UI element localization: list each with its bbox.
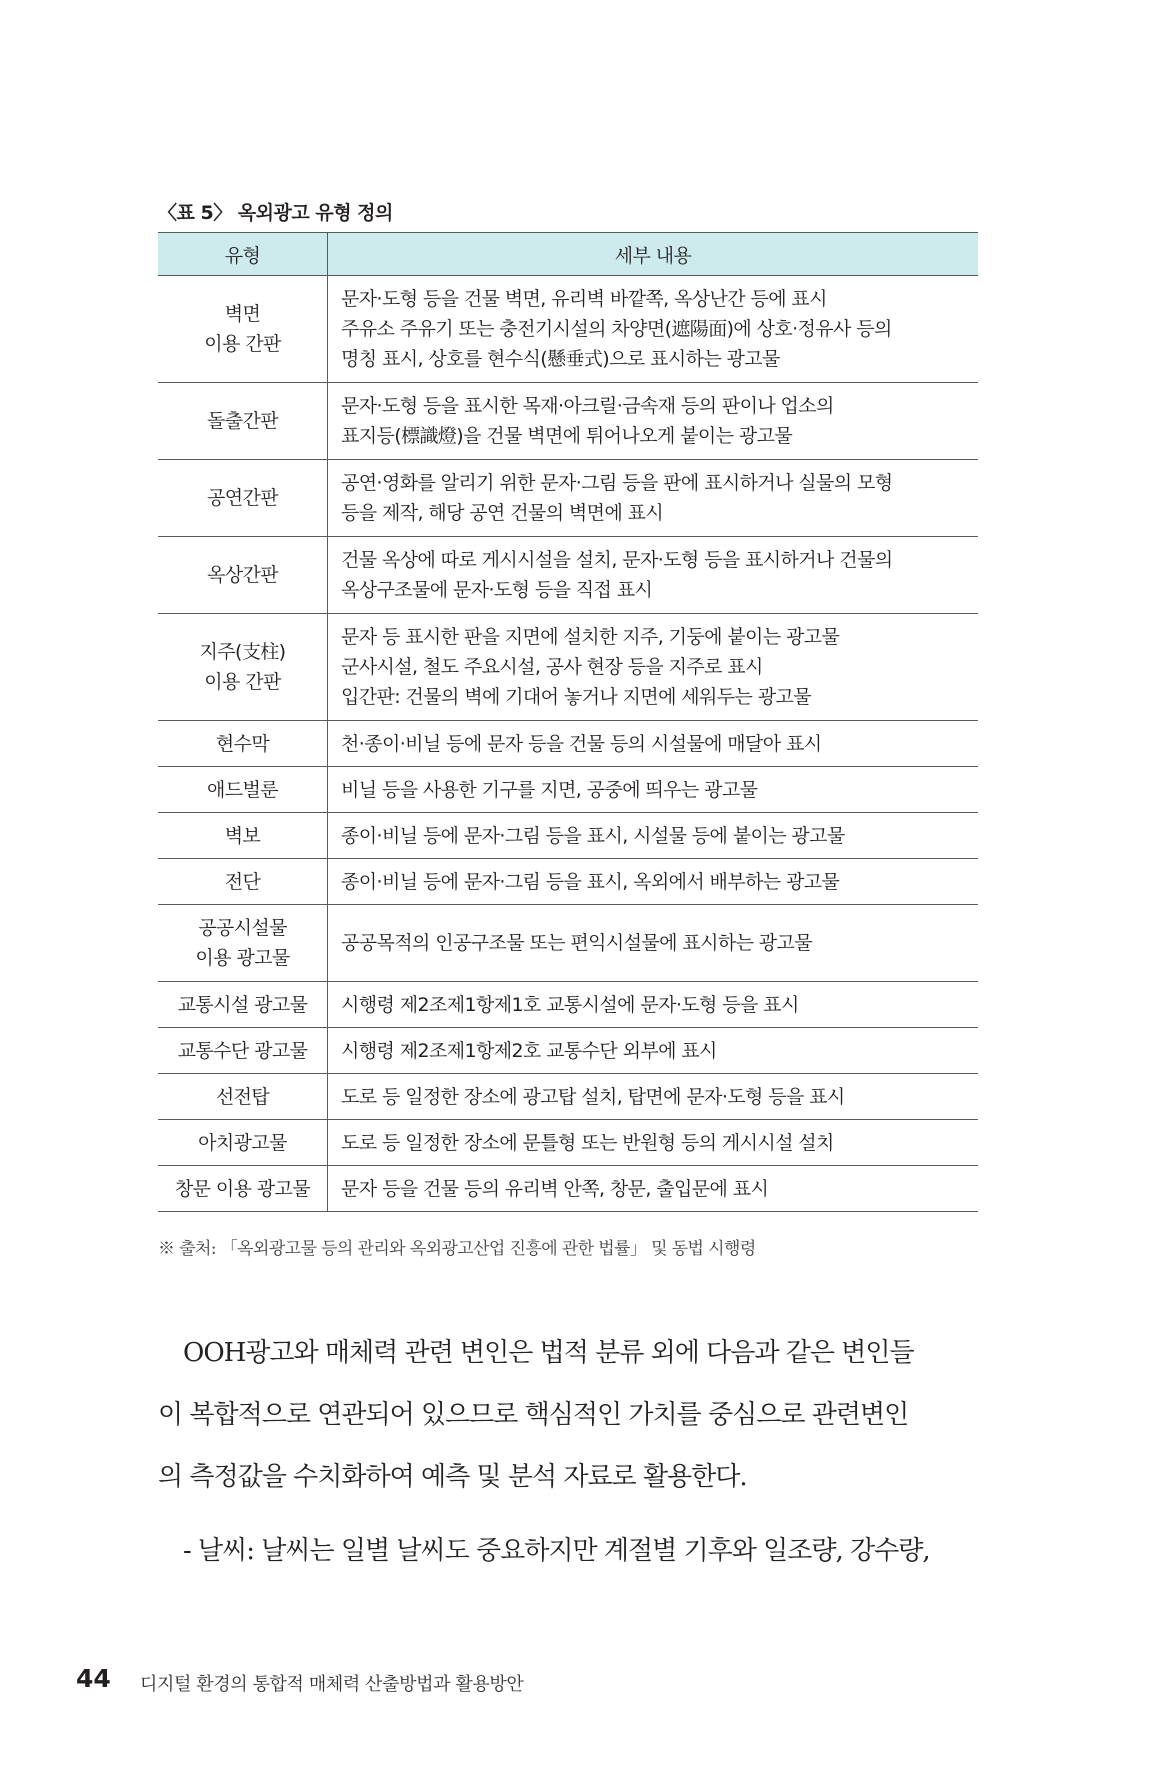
paragraph-line: OOH광고와 매체력 관련 변인은 법적 분류 외에 다음과 같은 변인들 bbox=[158, 1338, 914, 1368]
detail-text: 도로 등 일정한 장소에 문틀형 또는 반원형 등의 게시시설 설치 bbox=[341, 1131, 834, 1154]
table-row bbox=[158, 614, 978, 721]
detail-text: 비닐 등을 사용한 기구를 지면, 공중에 띄우는 광고물 bbox=[341, 778, 758, 801]
table-row bbox=[158, 813, 978, 859]
detail-text: 명칭 표시, 상호를 현수식(懸垂式)으로 표시하는 광고물 bbox=[341, 348, 780, 370]
detail-text: 공연·영화를 알리기 위한 문자·그림 등을 판에 표시하거나 실물의 모형 bbox=[341, 472, 893, 494]
header-detail: 세부 내용 bbox=[328, 233, 979, 276]
detail-cell bbox=[328, 982, 979, 1028]
table-body bbox=[158, 276, 978, 1212]
detail-text: 시행령 제2조제1항제2호 교통수단 외부에 표시 bbox=[341, 1039, 717, 1062]
detail-cell bbox=[328, 813, 979, 859]
detail-cell bbox=[328, 1120, 979, 1166]
table-row bbox=[158, 1166, 978, 1212]
type-label: 전단 bbox=[224, 870, 261, 893]
type-label: 벽보 bbox=[224, 824, 261, 847]
table-row bbox=[158, 460, 978, 537]
table-row bbox=[158, 1074, 978, 1120]
detail-text: 문자·도형 등을 건물 벽면, 유리벽 바깥쪽, 옥상난간 등에 표시 bbox=[341, 288, 827, 310]
type-label: 돌출간판 bbox=[206, 410, 279, 432]
detail-text: 천·종이·비닐 등에 문자 등을 건물 등의 시설물에 매달아 표시 bbox=[341, 732, 822, 755]
type-cell bbox=[158, 859, 328, 905]
table-row bbox=[158, 276, 978, 383]
type-cell bbox=[158, 905, 328, 982]
detail-text: 종이·비닐 등에 문자·그림 등을 표시, 시설물 등에 붙이는 광고물 bbox=[341, 824, 845, 847]
type-cell bbox=[158, 767, 328, 813]
detail-text: 공공목적의 인공구조물 또는 편익시설물에 표시하는 광고물 bbox=[341, 932, 813, 954]
detail-cell bbox=[328, 1074, 979, 1120]
type-cell bbox=[158, 1074, 328, 1120]
table-row bbox=[158, 767, 978, 813]
detail-cell bbox=[328, 767, 979, 813]
type-cell bbox=[158, 383, 328, 460]
detail-text: 군사시설, 철도 주요시설, 공사 현장 등을 지주로 표시 bbox=[341, 656, 763, 678]
detail-text: 문자 등을 건물 등의 유리벽 안쪽, 창문, 출입문에 표시 bbox=[341, 1177, 769, 1200]
table-row bbox=[158, 383, 978, 460]
detail-text: 입간판: 건물의 벽에 기대어 놓거나 지면에 세워두는 광고물 bbox=[341, 686, 811, 708]
type-label: 공공시설물 bbox=[198, 917, 287, 939]
detail-cell bbox=[328, 460, 979, 537]
bullet-paragraph bbox=[158, 1520, 980, 1582]
type-label: 이용 간판 bbox=[204, 671, 281, 693]
table-row bbox=[158, 721, 978, 767]
source-note: ※ 출처: 「옥외광고물 등의 관리와 옥외광고산업 진흥에 관한 법률」 및 동법 시행령 bbox=[158, 1239, 756, 1259]
table-row bbox=[158, 905, 978, 982]
type-label: 공연간판 bbox=[206, 487, 279, 509]
paragraph-line: 이 복합적으로 연관되어 있으므로 핵심적인 가치를 중심으로 관련변인 bbox=[158, 1400, 909, 1430]
type-label: 벽면 bbox=[224, 303, 261, 325]
detail-cell bbox=[328, 537, 979, 614]
detail-text: 도로 등 일정한 장소에 광고탑 설치, 탑면에 문자·도형 등을 표시 bbox=[341, 1085, 845, 1108]
detail-cell bbox=[328, 905, 979, 982]
body-paragraph bbox=[158, 1322, 980, 1508]
type-label: 창문 이용 광고물 bbox=[174, 1177, 311, 1200]
type-label: 교통시설 광고물 bbox=[177, 993, 308, 1016]
type-label: 현수막 bbox=[215, 732, 270, 755]
type-cell bbox=[158, 614, 328, 721]
ooh-type-table bbox=[158, 232, 978, 1212]
detail-cell bbox=[328, 276, 979, 383]
table-row bbox=[158, 982, 978, 1028]
type-cell bbox=[158, 460, 328, 537]
type-label: 애드벌룬 bbox=[206, 778, 279, 801]
detail-text: 주유소 주유기 또는 충전기시설의 차양면(遮陽面)에 상호·정유사 등의 bbox=[341, 318, 892, 340]
table-row bbox=[158, 1028, 978, 1074]
type-cell bbox=[158, 982, 328, 1028]
header-type: 유형 bbox=[158, 233, 328, 276]
table-header-row bbox=[158, 233, 978, 276]
type-cell bbox=[158, 276, 328, 383]
page-number: 44 bbox=[76, 1664, 111, 1693]
type-cell bbox=[158, 1166, 328, 1212]
table-row bbox=[158, 1120, 978, 1166]
detail-text: 등을 제작, 해당 공연 건물의 벽면에 표시 bbox=[341, 502, 664, 524]
detail-text: 옥상구조물에 문자·도형 등을 직접 표시 bbox=[341, 579, 653, 601]
detail-text: 건물 옥상에 따로 게시시설을 설치, 문자·도형 등을 표시하거나 건물의 bbox=[341, 549, 893, 571]
detail-cell bbox=[328, 383, 979, 460]
type-label: 이용 간판 bbox=[204, 333, 281, 355]
detail-text: 표지등(標識燈)을 건물 벽면에 튀어나오게 붙이는 광고물 bbox=[341, 425, 793, 447]
detail-text: 문자 등 표시한 판을 지면에 설치한 지주, 기둥에 붙이는 광고물 bbox=[341, 626, 840, 648]
footer-title: 디지털 환경의 통합적 매체력 산출방법과 활용방안 bbox=[140, 1674, 524, 1695]
type-label: 선전탑 bbox=[215, 1085, 270, 1108]
detail-cell bbox=[328, 859, 979, 905]
detail-cell bbox=[328, 1166, 979, 1212]
type-cell bbox=[158, 537, 328, 614]
type-cell bbox=[158, 1028, 328, 1074]
detail-text: 시행령 제2조제1항제1호 교통시설에 문자·도형 등을 표시 bbox=[341, 993, 799, 1016]
detail-text: 문자·도형 등을 표시한 목재·아크릴·금속재 등의 판이나 업소의 bbox=[341, 395, 834, 417]
detail-cell bbox=[328, 721, 979, 767]
detail-cell bbox=[328, 614, 979, 721]
type-cell bbox=[158, 721, 328, 767]
type-cell bbox=[158, 1120, 328, 1166]
type-label: 지주(支柱) bbox=[199, 641, 286, 663]
table-row bbox=[158, 859, 978, 905]
type-cell bbox=[158, 813, 328, 859]
type-label: 아치광고물 bbox=[198, 1131, 287, 1154]
type-label: 이용 광고물 bbox=[195, 947, 290, 969]
type-label: 교통수단 광고물 bbox=[177, 1039, 308, 1062]
bullet-line: - 날씨: 날씨는 일별 날씨도 중요하지만 계절별 기후와 일조량, 강수량, bbox=[158, 1536, 930, 1566]
detail-text: 종이·비닐 등에 문자·그림 등을 표시, 옥외에서 배부하는 광고물 bbox=[341, 870, 840, 893]
type-label: 옥상간판 bbox=[206, 564, 279, 586]
table-caption: 〈표 5〉 옥외광고 유형 정의 bbox=[158, 202, 393, 224]
table-row bbox=[158, 537, 978, 614]
detail-cell bbox=[328, 1028, 979, 1074]
paragraph-line: 의 측정값을 수치화하여 예측 및 분석 자료로 활용한다. bbox=[158, 1462, 747, 1492]
